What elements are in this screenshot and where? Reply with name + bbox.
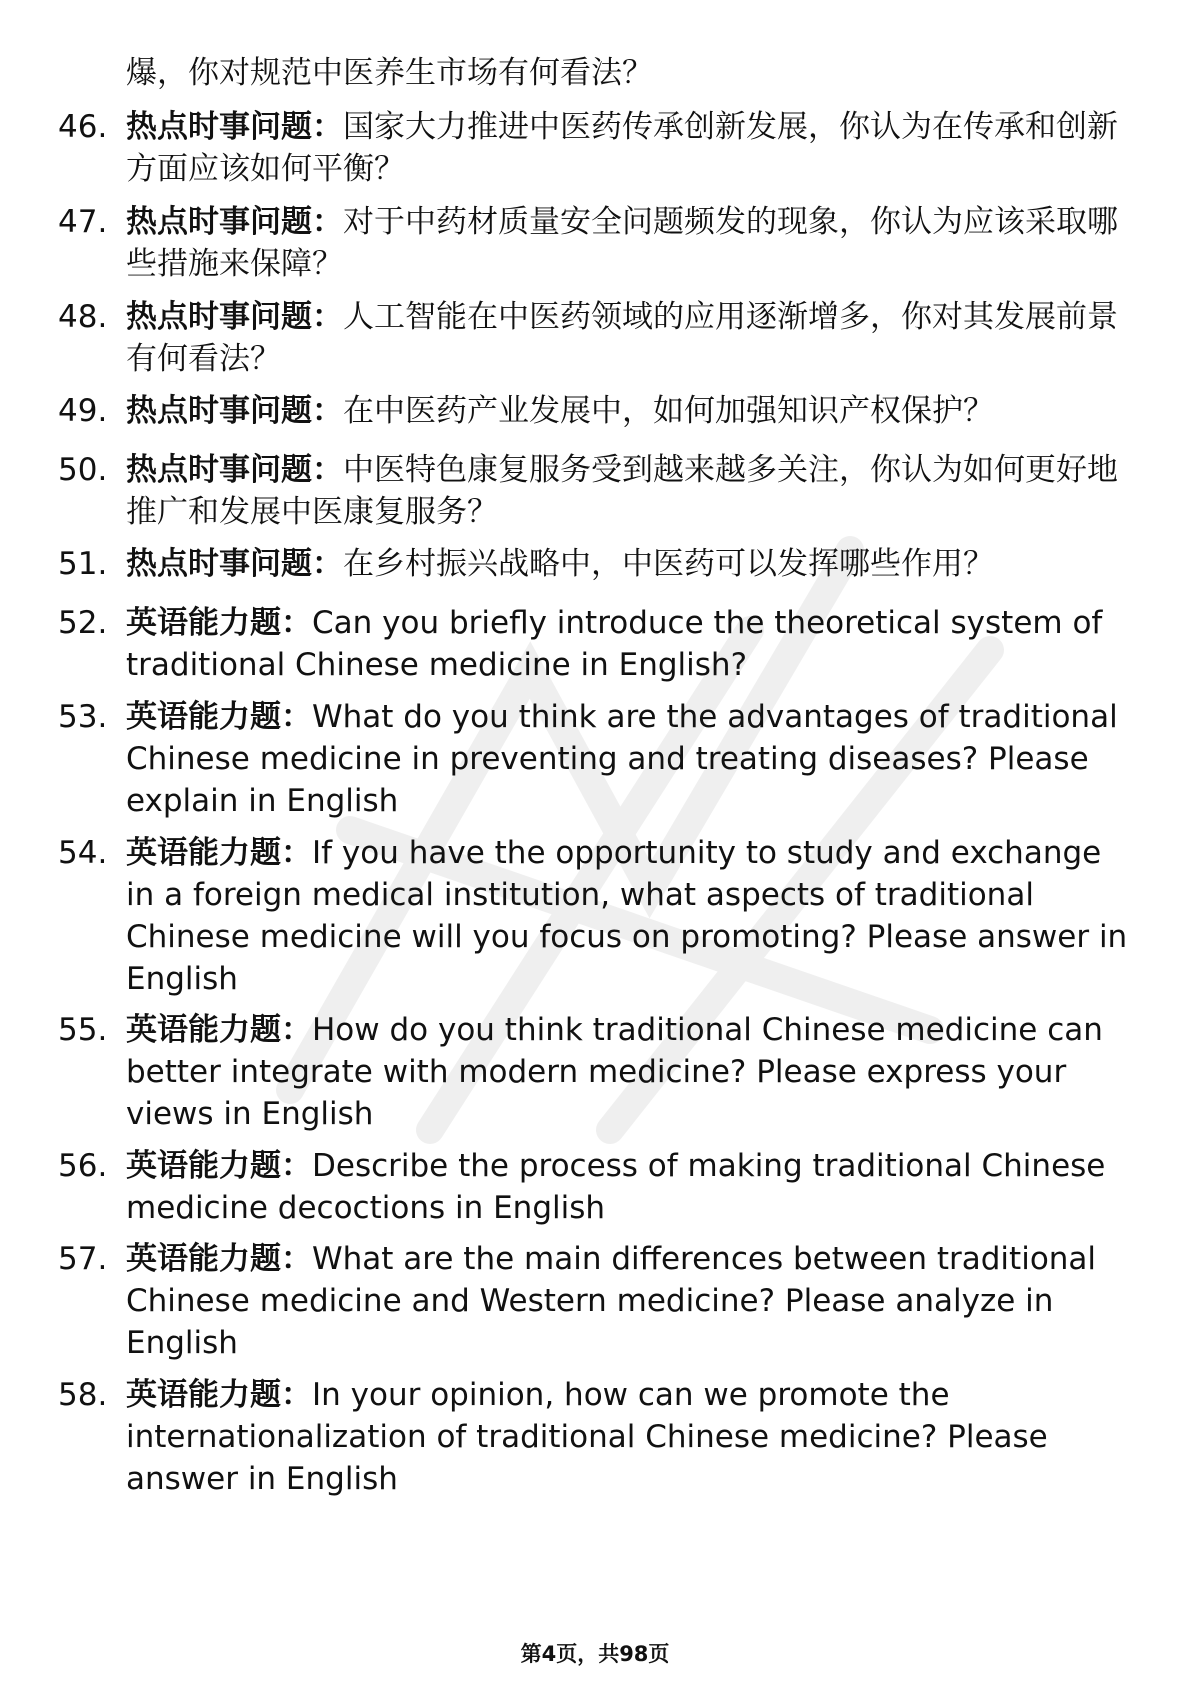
- question-label: 热点时事问题：: [126, 109, 343, 145]
- question-number: 57.: [58, 1241, 108, 1277]
- question-content: How do you think traditional Chinese medicine can better integrate with modern medicine? Please express your views in English: [126, 1012, 1103, 1132]
- question-text: [126, 543, 1136, 585]
- question-text: [126, 832, 1136, 1000]
- question-content: 国家大力推进中医药传承创新发展，你认为在传承和创新方面应该如何平衡？: [126, 109, 1118, 187]
- continued-question-text: 爆，你对规范中医养生市场有何看法？: [126, 55, 653, 91]
- question-content: 在乡村振兴战略中，中医药可以发挥哪些作用？: [343, 546, 994, 582]
- page-number: 第4页，共98页: [520, 1642, 670, 1666]
- question-label: 英语能力题：: [126, 1012, 312, 1048]
- question-number: 47.: [58, 204, 108, 240]
- question-content: 中医特色康复服务受到越来越多关注，你认为如何更好地推广和发展中医康复服务？: [126, 452, 1118, 530]
- question-text: [126, 449, 1136, 533]
- question-number: 53.: [58, 699, 108, 735]
- question-content: What are the main differences between traditional Chinese medicine and Western medicine? Please analyze in English: [126, 1241, 1097, 1361]
- question-label: 英语能力题：: [126, 835, 312, 871]
- question-text: [126, 201, 1136, 285]
- question-text: [126, 1238, 1136, 1364]
- question-label: 热点时事问题：: [126, 452, 343, 488]
- question-label: 英语能力题：: [126, 1241, 312, 1277]
- question-number: 50.: [58, 452, 108, 488]
- question-number: 58.: [58, 1377, 108, 1413]
- question-number: 55.: [58, 1012, 108, 1048]
- question-content: In your opinion, how can we promote the internationalization of traditional Chinese medicine? Please answer in English: [126, 1377, 1048, 1497]
- question-content: If you have the opportunity to study and exchange in a foreign medical institution, what aspects of traditional Chinese medicine will you focus on promoting? Please answer in English: [126, 835, 1128, 997]
- question-text: [126, 390, 1136, 432]
- question-text: [126, 106, 1136, 190]
- question-number: 54.: [58, 835, 108, 871]
- question-content: 人工智能在中医药领域的应用逐渐增多，你对其发展前景有何看法？: [126, 299, 1118, 377]
- question-content: 在中医药产业发展中，如何加强知识产权保护？: [343, 393, 994, 429]
- question-text: [126, 602, 1136, 686]
- question-number: 46.: [58, 109, 108, 145]
- question-content: Describe the process of making traditional Chinese medicine decoctions in English: [126, 1148, 1106, 1226]
- question-text: [126, 296, 1136, 380]
- question-label: 英语能力题：: [126, 605, 312, 641]
- question-content: Can you briefly introduce the theoretical system of traditional Chinese medicine in English?: [126, 605, 1103, 683]
- question-number: 52.: [58, 605, 108, 641]
- question-label: 英语能力题：: [126, 699, 312, 735]
- question-label: 热点时事问题：: [126, 393, 343, 429]
- question-label: 英语能力题：: [126, 1377, 312, 1413]
- question-label: 热点时事问题：: [126, 299, 343, 335]
- question-label: 热点时事问题：: [126, 546, 343, 582]
- question-content: What do you think are the advantages of traditional Chinese medicine in preventing and treating diseases? Please explain in English: [126, 699, 1118, 819]
- question-label: 热点时事问题：: [126, 204, 343, 240]
- question-label: 英语能力题：: [126, 1148, 312, 1184]
- question-text: [126, 1374, 1136, 1500]
- question-text: [126, 1145, 1136, 1229]
- question-text: [126, 1009, 1136, 1135]
- question-number: 51.: [58, 546, 108, 582]
- question-text: [126, 696, 1136, 822]
- question-number: 48.: [58, 299, 108, 335]
- question-number: 49.: [58, 393, 108, 429]
- question-number: 56.: [58, 1148, 108, 1184]
- question-content: 对于中药材质量安全问题频发的现象，你认为应该采取哪些措施来保障？: [126, 204, 1118, 282]
